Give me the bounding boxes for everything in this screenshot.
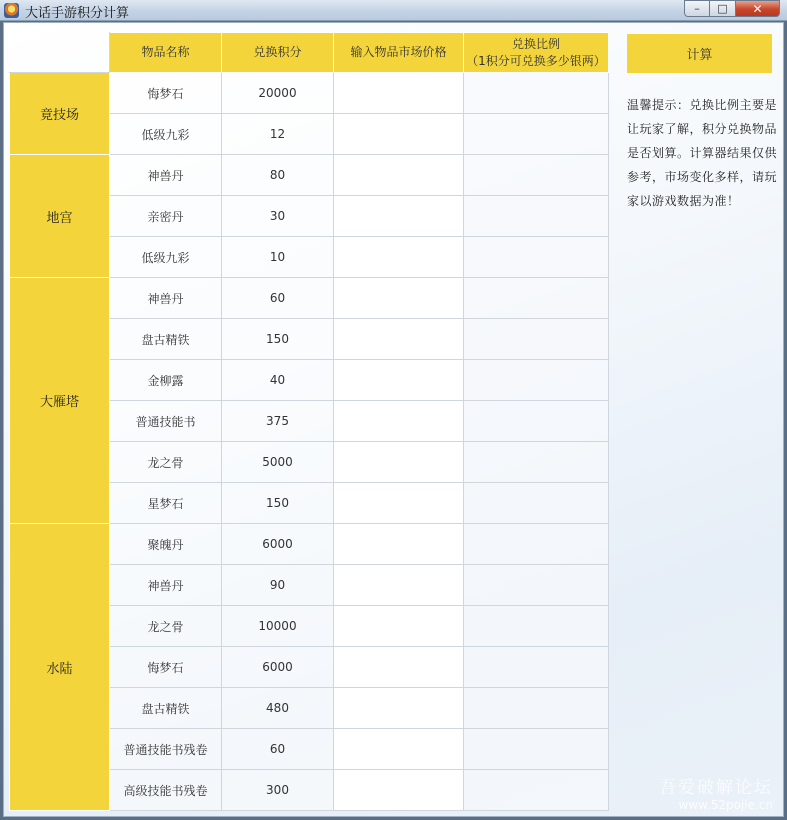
market-price-input[interactable] — [334, 156, 463, 195]
market-price-cell — [334, 647, 464, 688]
table-row — [10, 73, 609, 114]
item-name-cell: 悔梦石 — [110, 73, 222, 114]
ratio-cell — [464, 770, 609, 811]
ratio-cell — [464, 278, 609, 319]
market-price-cell — [334, 196, 464, 237]
market-price-input[interactable] — [334, 525, 463, 564]
market-price-input[interactable] — [334, 771, 463, 810]
item-name-cell: 星梦石 — [110, 483, 222, 524]
points-cell: 10 — [222, 237, 334, 278]
market-price-cell — [334, 237, 464, 278]
ratio-cell — [464, 114, 609, 155]
market-price-input[interactable] — [334, 402, 463, 441]
market-price-cell — [334, 729, 464, 770]
header-market-price: 输入物品市场价格 — [334, 33, 464, 73]
ratio-cell — [464, 442, 609, 483]
points-cell: 300 — [222, 770, 334, 811]
app-icon — [4, 3, 19, 18]
header-points: 兑换积分 — [222, 33, 334, 73]
points-cell: 12 — [222, 114, 334, 155]
ratio-cell — [464, 688, 609, 729]
title-bar — [0, 0, 787, 21]
header-exchange-ratio — [464, 33, 609, 73]
item-name-cell: 普通技能书 — [110, 401, 222, 442]
market-price-cell — [334, 442, 464, 483]
points-cell: 150 — [222, 319, 334, 360]
market-price-input[interactable] — [334, 648, 463, 687]
market-price-cell — [334, 688, 464, 729]
ratio-cell — [464, 196, 609, 237]
market-price-cell — [334, 483, 464, 524]
points-cell: 6000 — [222, 524, 334, 565]
market-price-input[interactable] — [334, 279, 463, 318]
item-name-cell: 神兽丹 — [110, 565, 222, 606]
market-price-input[interactable] — [334, 197, 463, 236]
ratio-header-line2: （1积分可兑换多少银两） — [466, 53, 606, 68]
market-price-input[interactable] — [334, 115, 463, 154]
item-name-cell: 龙之骨 — [110, 606, 222, 647]
market-price-input[interactable] — [334, 361, 463, 400]
market-price-cell — [334, 319, 464, 360]
market-price-input[interactable] — [334, 74, 463, 113]
points-cell: 20000 — [222, 73, 334, 114]
header-row — [10, 33, 609, 73]
market-price-cell — [334, 606, 464, 647]
item-name-cell: 神兽丹 — [110, 155, 222, 196]
item-name-cell: 盘古精铁 — [110, 688, 222, 729]
points-cell: 30 — [222, 196, 334, 237]
points-cell: 6000 — [222, 647, 334, 688]
item-name-cell: 悔梦石 — [110, 647, 222, 688]
item-name-cell: 亲密丹 — [110, 196, 222, 237]
ratio-cell — [464, 565, 609, 606]
ratio-cell — [464, 729, 609, 770]
points-cell: 60 — [222, 278, 334, 319]
ratio-cell — [464, 647, 609, 688]
item-name-cell: 低级九彩 — [110, 114, 222, 155]
table-row — [10, 155, 609, 196]
item-name-cell: 盘古精铁 — [110, 319, 222, 360]
item-name-cell: 低级九彩 — [110, 237, 222, 278]
market-price-cell — [334, 114, 464, 155]
market-price-cell — [334, 73, 464, 114]
table-row — [10, 278, 609, 319]
market-price-input[interactable] — [334, 689, 463, 728]
market-price-cell — [334, 565, 464, 606]
market-price-cell — [334, 360, 464, 401]
ratio-cell — [464, 401, 609, 442]
points-table — [9, 32, 609, 811]
points-cell: 60 — [222, 729, 334, 770]
close-button[interactable]: ✕ — [736, 0, 780, 17]
market-price-cell — [334, 524, 464, 565]
item-name-cell: 聚魄丹 — [110, 524, 222, 565]
tip-text: 温馨提示：兑换比例主要是让玩家了解，积分兑换物品是否划算。计算器结果仅供参考，市场变化多样，请玩家以游戏数据为准！ — [627, 98, 778, 208]
market-price-input[interactable] — [334, 320, 463, 359]
ratio-cell — [464, 360, 609, 401]
calculate-button[interactable]: 计算 — [627, 34, 772, 73]
market-price-input[interactable] — [334, 730, 463, 769]
points-cell: 375 — [222, 401, 334, 442]
watermark-title: 吾爱破解论坛 — [659, 778, 773, 798]
market-price-cell — [334, 770, 464, 811]
market-price-cell — [334, 278, 464, 319]
points-cell: 90 — [222, 565, 334, 606]
market-price-input[interactable] — [334, 443, 463, 482]
ratio-cell — [464, 155, 609, 196]
corner-cell — [10, 33, 110, 73]
points-cell: 480 — [222, 688, 334, 729]
watermark — [659, 773, 773, 812]
table-body — [10, 73, 609, 811]
market-price-input[interactable] — [334, 484, 463, 523]
maximize-button[interactable]: □ — [710, 0, 736, 17]
market-price-input[interactable] — [334, 607, 463, 646]
ratio-cell — [464, 606, 609, 647]
market-price-cell — [334, 155, 464, 196]
market-price-input[interactable] — [334, 238, 463, 277]
window-title: 大话手游积分计算 — [25, 6, 130, 21]
table-row — [10, 524, 609, 565]
ratio-cell — [464, 237, 609, 278]
points-cell: 40 — [222, 360, 334, 401]
ratio-cell — [464, 483, 609, 524]
watermark-url: www.52pojie.cn — [678, 798, 773, 812]
points-cell: 5000 — [222, 442, 334, 483]
header-item-name: 物品名称 — [110, 33, 222, 73]
points-cell: 150 — [222, 483, 334, 524]
minimize-button[interactable]: – — [684, 0, 710, 17]
item-name-cell: 神兽丹 — [110, 278, 222, 319]
ratio-cell — [464, 73, 609, 114]
venue-group-cell: 水陆 — [10, 524, 110, 811]
window-controls — [684, 0, 780, 17]
item-name-cell: 普通技能书残卷 — [110, 729, 222, 770]
points-cell: 80 — [222, 155, 334, 196]
item-name-cell: 龙之骨 — [110, 442, 222, 483]
points-cell: 10000 — [222, 606, 334, 647]
ratio-header-line1: 兑换比例 — [511, 36, 560, 51]
ratio-cell — [464, 524, 609, 565]
venue-group-cell: 竟技场 — [10, 73, 110, 155]
item-name-cell: 金柳露 — [110, 360, 222, 401]
ratio-cell — [464, 319, 609, 360]
market-price-input[interactable] — [334, 566, 463, 605]
item-name-cell: 高级技能书残卷 — [110, 770, 222, 811]
venue-group-cell: 地宫 — [10, 155, 110, 278]
window-client-area — [3, 22, 784, 817]
venue-group-cell: 大雁塔 — [10, 278, 110, 524]
market-price-cell — [334, 401, 464, 442]
